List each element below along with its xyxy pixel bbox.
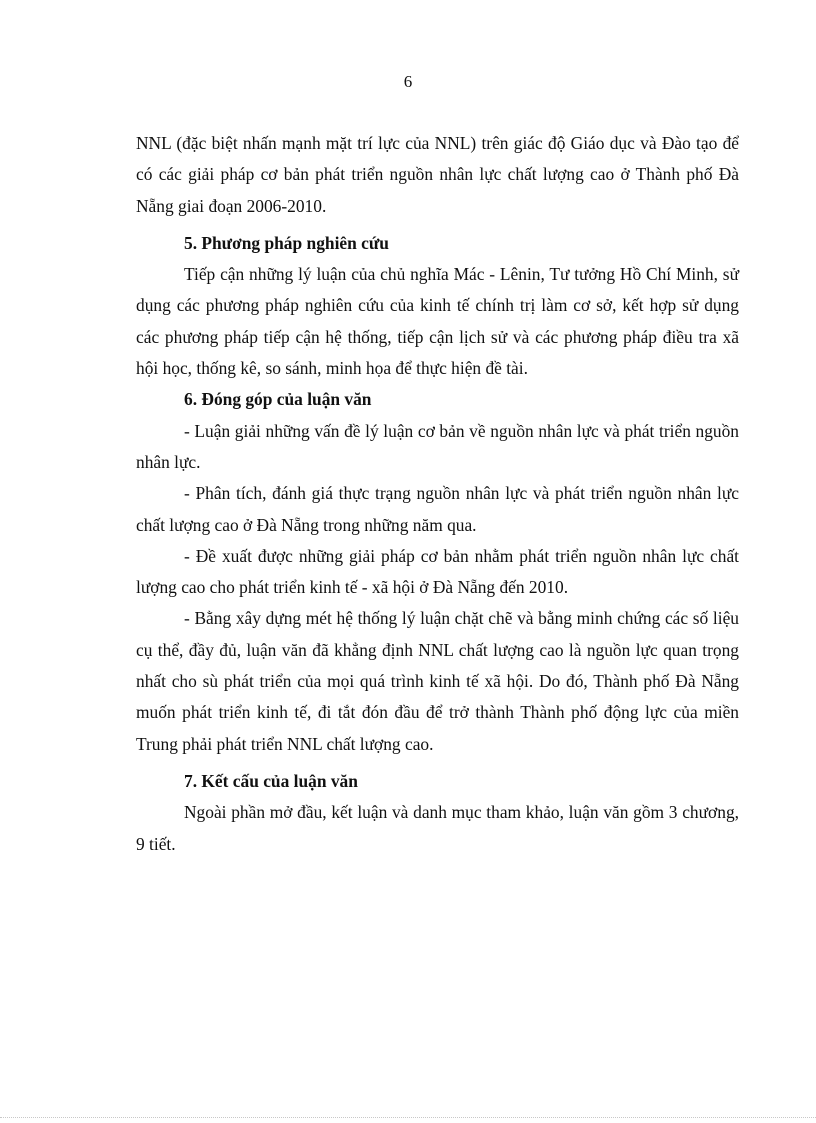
section-6-heading: 6. Đóng góp của luận văn [184, 389, 372, 410]
section-5-heading: 5. Phương pháp nghiên cứu [184, 232, 389, 253]
contribution-item: - Luận giải những vấn đề lý luận cơ bản về nguồn nhân lực và phát triển nguồn nhân lực. [136, 420, 739, 472]
page-bottom-divider [0, 1117, 816, 1118]
intro-paragraph: NNL (đặc biệt nhấn mạnh mặt trí lực của NNL) trên giác độ Giáo dục và Đào tạo để có các giải pháp cơ bản phát triển nguồn nhân lực chất lượng cao ở Thành phố Đà Nẵng giai đoạn 2006-2010. [136, 133, 739, 216]
contribution-item: - Đề xuất được những giải pháp cơ bản nhằm phát triển nguồn nhân lực chất lượng cao cho phát triển kinh tế - xã hội ở Đà Nẵng đến 2010. [136, 545, 739, 598]
section-5-paragraph: Tiếp cận những lý luận của chủ nghĩa Mác - Lênin, Tư tưởng Hồ Chí Minh, sử dụng các phương pháp nghiên cứu của kinh tế chính trị làm cơ sở, kết hợp sử dụng các phương pháp tiếp cận hệ thống, tiếp cận lịch sử và các phương pháp điều tra xã hội học, thống kê, so sánh, minh họa để thực hiện đề tài. [136, 264, 739, 379]
page-number: 6 [403, 72, 413, 91]
document-body [136, 128, 739, 860]
section-7-heading: 7. Kết cấu của luận văn [184, 770, 358, 791]
section-7-paragraph: Ngoài phần mở đầu, kết luận và danh mục tham khảo, luận văn gồm 3 chương, 9 tiết. [136, 802, 739, 854]
contribution-item: - Phân tích, đánh giá thực trạng nguồn nhân lực và phát triển nguồn nhân lực chất lượng cao ở Đà Nẵng trong những năm qua. [136, 483, 739, 535]
contribution-item: - Bằng xây dựng mét hệ thống lý luận chặt chẽ và bằng minh chứng các số liệu cụ thể, đầy đủ, luận văn đã khẳng định NNL chất lượng cao là nguồn lực quan trọng nhất cho sù phát triển của mọi quá trình kinh tế xã hội. Do đó, Thành phố Đà Nẵng muốn phát triển kinh tế, đi tắt đón đầu để trở thành Thành phố động lực của miền Trung phải phát triển NNL chất lượng cao. [136, 608, 739, 754]
